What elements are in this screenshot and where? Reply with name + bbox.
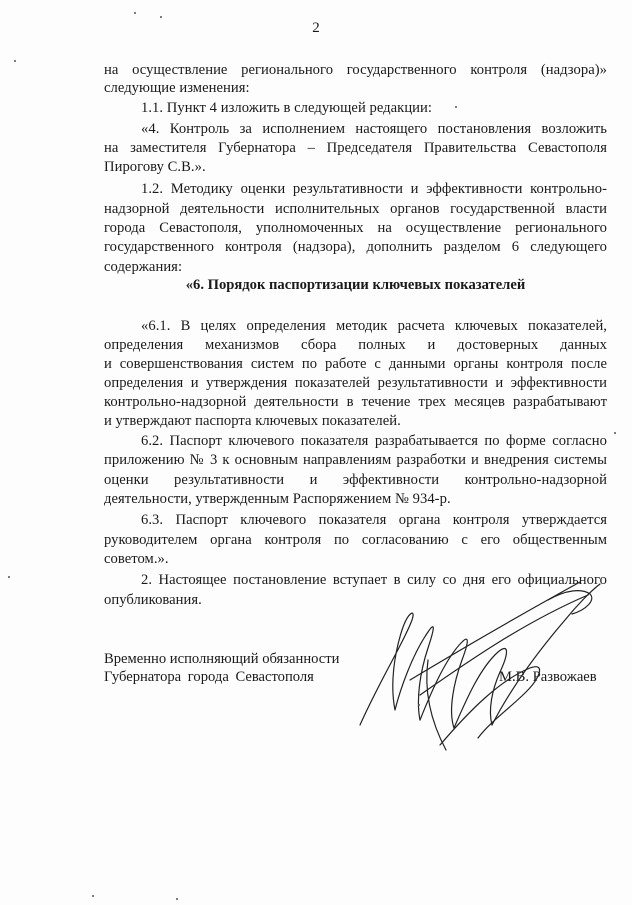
text-line: советом.». (104, 551, 169, 567)
text-line: «6.1. В целях определения методик расчета ключевых показателей, (141, 318, 607, 334)
scan-speck (8, 576, 10, 578)
handwritten-signature (350, 560, 610, 760)
text-line: оценки результативности и эффективности контрольно-надзорной (104, 472, 607, 488)
scan-speck (160, 16, 162, 18)
text-line: следующие изменения: (104, 80, 250, 96)
text-line: 2. Настоящее постановление вступает в силу со дня его официального (141, 572, 607, 588)
text-line: на заместителя Губернатора – Председателя Правительства Севастополя (104, 140, 607, 156)
text-line: 1.2. Методику оценки результативности и эффективности контрольно- (141, 181, 607, 197)
text-line: определения и утверждения показателей результативности и эффективности (104, 375, 607, 391)
text-line: государственного контроля (надзора), дополнить разделом 6 следующего (104, 239, 607, 255)
text-line: «4. Контроль за исполнением настоящего постановления возложить (141, 121, 607, 137)
page-number: 2 (312, 20, 320, 36)
text-line: приложению № 3 к основным направлениям разработки и внедрения системы (104, 452, 607, 468)
scan-speck (614, 432, 616, 434)
scan-speck (418, 704, 420, 706)
text-line: содержания: (104, 259, 183, 275)
scan-speck (92, 895, 94, 897)
signer-name: М.В. Развожаев (499, 669, 597, 685)
scan-speck (14, 60, 16, 62)
text-line: контрольно-надзорной деятельности в течение трех месяцев разрабатывают (104, 394, 607, 410)
text-line: на осуществление регионального государственного контроля (надзора)» (104, 62, 607, 78)
text-line: опубликования. (104, 592, 202, 608)
section-heading: «6. Порядок паспортизации ключевых показателей (185, 277, 526, 293)
signer-title-line1: Временно исполняющий обязанности (104, 651, 340, 667)
text-line: 6.2. Паспорт ключевого показателя разрабатывается по форме согласно (141, 433, 607, 449)
text-line: руководителем органа контроля по согласованию с его общественным (104, 532, 607, 548)
scan-speck (176, 898, 178, 900)
scan-speck (455, 106, 457, 108)
text-line: надзорной деятельности исполнительных органов государственной власти (104, 201, 607, 217)
text-line: 1.1. Пункт 4 изложить в следующей редакции: (141, 100, 433, 116)
text-line: определения механизмов сбора полных и достоверных данных (104, 337, 607, 353)
text-line: и утверждают паспорта ключевых показателей. (104, 413, 401, 429)
scan-speck (134, 12, 136, 14)
text-line: деятельности, утвержденным Распоряжением № 934-р. (104, 491, 451, 507)
text-line: города Севастополя, уполномоченных на осуществление регионального (104, 220, 607, 236)
text-line: 6.3. Паспорт ключевого показателя органа контроля утверждается (141, 512, 607, 528)
text-line: Пирогову С.В.». (104, 159, 206, 175)
text-line: и совершенствования систем по работе с данными органы контроля после (104, 356, 607, 372)
signer-title-line2: Губернатора города Севастополя (104, 669, 314, 685)
